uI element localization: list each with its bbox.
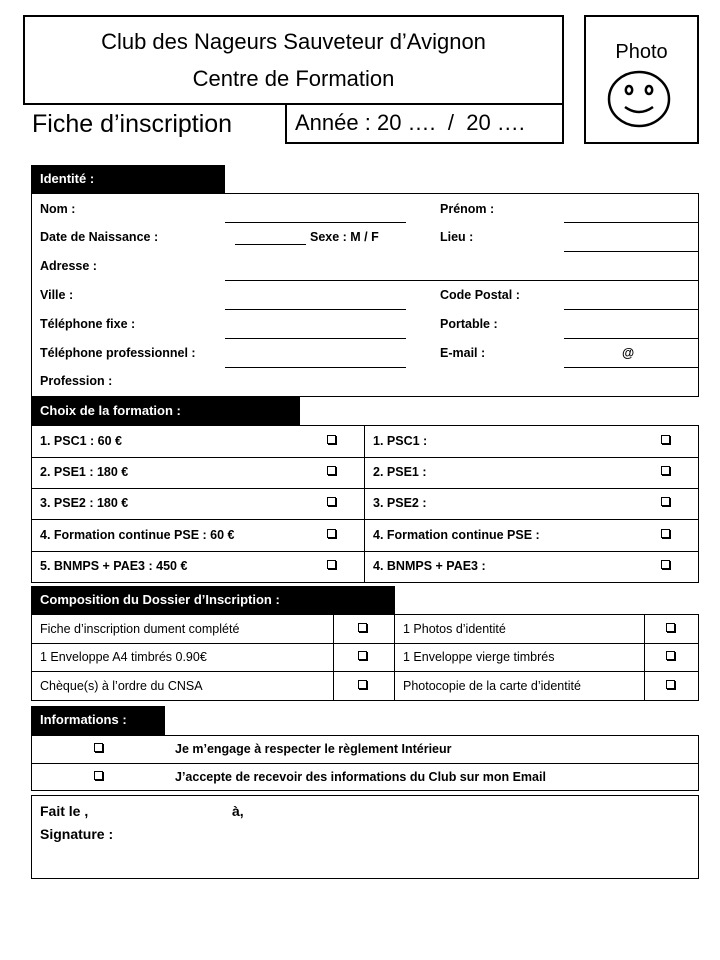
tel-fixe-label: Téléphone fixe : (40, 317, 136, 331)
dossier-col-line (333, 614, 334, 701)
formation-left-option: 5. BNMPS + PAE3 : 450 € (40, 559, 188, 573)
prenom-field[interactable] (564, 222, 699, 223)
signature-box[interactable] (31, 795, 699, 879)
code-postal-label: Code Postal : (440, 288, 520, 302)
dossier-row-line (31, 671, 699, 672)
dossier-right-checkbox[interactable] (666, 680, 675, 689)
email-consent-text: J’accepte de recevoir des informations du Club sur mon Email (175, 770, 546, 784)
a-label: à, (232, 803, 244, 819)
formation-right-option: 4. Formation continue PSE : (373, 528, 540, 542)
tel-fixe-field[interactable] (225, 338, 406, 339)
formation-left-option: 1. PSC1 : 60 € (40, 434, 122, 448)
formation-left-option: 2. PSE1 : 180 € (40, 465, 129, 479)
dossier-col-line (644, 614, 645, 701)
formation-right-checkbox[interactable] (661, 466, 670, 475)
date-naissance-label: Date de Naissance : (40, 230, 159, 244)
formation-right-option: 2. PSE1 : (373, 465, 427, 479)
smiley-face-icon (607, 69, 671, 129)
lieu-field[interactable] (564, 251, 699, 252)
adresse-label: Adresse : (40, 259, 97, 273)
club-header-box (23, 15, 564, 105)
dossier-left-item: 1 Enveloppe A4 timbrés 0.90€ (40, 650, 207, 664)
adresse-field[interactable] (225, 280, 699, 281)
dossier-left-item: Fiche d’inscription dument complété (40, 622, 240, 636)
at-sign: @ (622, 346, 635, 360)
dossier-right-item: 1 Photos d’identité (403, 622, 506, 636)
code-postal-field[interactable] (564, 309, 699, 310)
tel-pro-label: Téléphone professionnel : (40, 346, 196, 360)
formation-right-option: 3. PSE2 : (373, 496, 427, 510)
nom-field[interactable] (225, 222, 406, 223)
dossier-row-line (31, 643, 699, 644)
photo-box (584, 15, 699, 144)
formation-row-line (31, 551, 699, 552)
formation-right-checkbox[interactable] (661, 497, 670, 506)
informations-heading: Informations : (31, 706, 165, 735)
formation-right-option: 4. BNMPS + PAE3 : (373, 559, 486, 573)
nom-label: Nom : (40, 202, 76, 216)
signature-label: Signature : (40, 826, 114, 842)
reglement-checkbox[interactable] (94, 743, 103, 752)
prenom-label: Prénom : (440, 202, 495, 216)
formation-row-line (31, 519, 699, 520)
dossier-left-checkbox[interactable] (358, 680, 367, 689)
dossier-left-checkbox[interactable] (358, 623, 367, 632)
identity-heading: Identité : (31, 165, 225, 194)
informations-row-line (31, 763, 699, 764)
dossier-right-checkbox[interactable] (666, 651, 675, 660)
lieu-label: Lieu : (440, 230, 474, 244)
formation-left-option: 3. PSE2 : 180 € (40, 496, 129, 510)
dossier-left-checkbox[interactable] (358, 651, 367, 660)
date-naissance-field[interactable] (235, 244, 306, 245)
dossier-right-checkbox[interactable] (666, 623, 675, 632)
tel-pro-field[interactable] (225, 367, 406, 368)
formation-left-checkbox[interactable] (327, 435, 336, 444)
dossier-right-item: Photocopie de la carte d’identité (403, 679, 581, 693)
formation-divider (364, 425, 365, 583)
email-label: E-mail : (440, 346, 486, 360)
formation-heading: Choix de la formation : (31, 397, 300, 426)
formation-right-checkbox[interactable] (661, 435, 670, 444)
profession-label: Profession : (40, 374, 113, 388)
year-text: Année : 20 …. / 20 …. (295, 110, 525, 135)
reglement-text: Je m’engage à respecter le règlement Intérieur (175, 742, 452, 756)
formation-left-checkbox[interactable] (327, 560, 336, 569)
portable-label: Portable : (440, 317, 498, 331)
dossier-right-item: 1 Enveloppe vierge timbrés (403, 650, 555, 664)
dossier-heading: Composition du Dossier d’Inscription : (31, 586, 395, 615)
formation-left-checkbox[interactable] (327, 529, 336, 538)
dossier-col-line (394, 614, 395, 701)
club-name: Club des Nageurs Sauveteur d’Avignon (101, 29, 486, 54)
fait-le-label: Fait le , (40, 803, 89, 819)
sexe-label: Sexe : M / F (310, 230, 379, 244)
form-title: Fiche d’inscription (32, 110, 233, 138)
email-field[interactable] (564, 367, 699, 368)
formation-right-option: 1. PSC1 : (373, 434, 428, 448)
identity-left-border-top (31, 165, 32, 195)
formation-row-line (31, 457, 699, 458)
year-box (285, 105, 564, 144)
formation-left-checkbox[interactable] (327, 497, 336, 506)
center-name: Centre de Formation (192, 66, 395, 91)
portable-field[interactable] (564, 338, 699, 339)
ville-label: Ville : (40, 288, 74, 302)
formation-left-checkbox[interactable] (327, 466, 336, 475)
formation-right-checkbox[interactable] (661, 560, 670, 569)
formation-row-line (31, 488, 699, 489)
email-consent-checkbox[interactable] (94, 771, 103, 780)
ville-field[interactable] (225, 309, 406, 310)
formation-left-option: 4. Formation continue PSE : 60 € (40, 528, 235, 542)
photo-label: Photo (615, 41, 668, 63)
formation-right-checkbox[interactable] (661, 529, 670, 538)
dossier-left-item: Chèque(s) à l’ordre du CNSA (40, 679, 203, 693)
